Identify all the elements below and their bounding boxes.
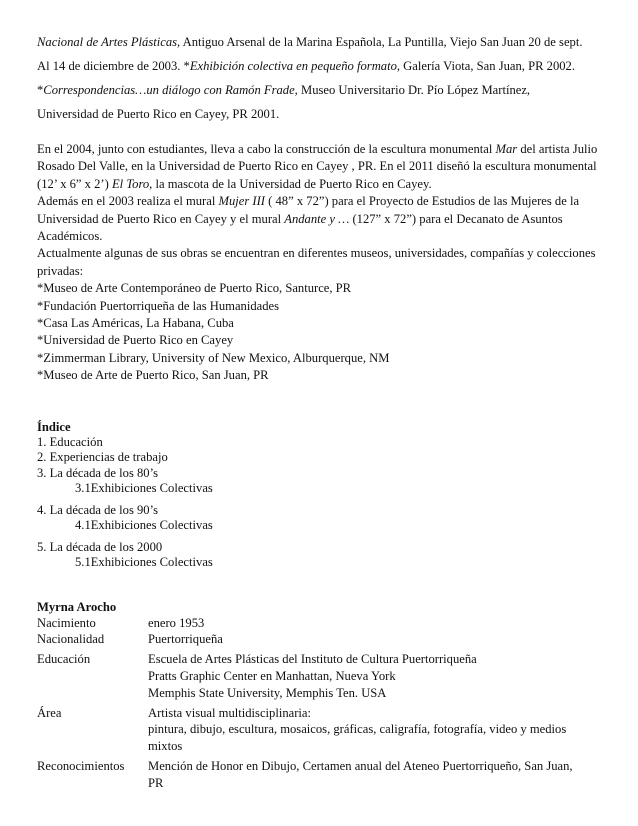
- bio-row-area: [37, 705, 603, 755]
- bio-value-line: pintura, dibujo, escultura, mosaicos, gráficas, caligrafía, fotografía, video y medios: [148, 722, 567, 737]
- collection-item: *Museo de Arte Contemporáneo de Puerto Rico, Santurce, PR: [37, 281, 352, 296]
- bio-key: Nacionalidad: [37, 632, 105, 647]
- paragraph-text: (127” x 72”) para el Decanato de Asuntos Académicos.: [37, 211, 563, 244]
- bio-value-line: mixtos: [148, 739, 183, 754]
- bio-value-line: Mención de Honor en Dibujo, Certamen anual del Ateneo Puertorriqueño, San Juan,: [148, 759, 573, 774]
- bio-value: [148, 758, 603, 792]
- works-paragraph-1: [37, 141, 603, 193]
- exhibition-title: Nacional de Artes Plásticas,: [37, 35, 181, 49]
- artwork-title: Mar: [495, 142, 518, 156]
- paragraph-text: del artista Julio Rosado Del Valle, en la Universidad de Puerto Rico en Cayey , PR. En el 2011 diseñó la escultura monumental (12’ x 6” x 2’): [37, 142, 598, 191]
- bio-key: Reconocimientos: [37, 759, 125, 774]
- bio-value-line: Artista visual multidisciplinaria:: [148, 705, 311, 720]
- exhibition-line-4: Universidad de Puerto Rico en Cayey, PR 2001.: [37, 107, 280, 121]
- index-subitem: 4.1Exhibiciones Colectivas: [75, 518, 213, 533]
- bio-value: [148, 631, 603, 648]
- bio-row-awards: [37, 758, 603, 792]
- exhibition-line-3: [37, 82, 603, 99]
- index-item: 1. Educación: [37, 434, 103, 449]
- index-title: Índice: [37, 419, 71, 434]
- exhibition-text: Museo Universitario Dr. Pío López Martínez,: [297, 83, 531, 97]
- document-page: [37, 34, 603, 792]
- exhibition-title: Correspondencias…un diálogo con Ramón Frade,: [43, 83, 298, 97]
- exhibition-line-2: [37, 58, 603, 75]
- bio-key: Nacimiento: [37, 615, 96, 630]
- works-paragraph-3: Actualmente algunas de sus obras se encuentran en diferentes museos, universidades, compañías y colecciones privadas:: [37, 246, 596, 278]
- exhibition-title: Exhibición colectiva en pequeño formato,: [189, 59, 401, 73]
- bio-value-line: PR: [148, 775, 164, 790]
- exhibition-line-1: [37, 34, 603, 51]
- paragraph-text: ( 48” x 72”) para el Proyecto de Estudios de las Mujeres de la Universidad de Puerto Rico en Cayey y el mural: [37, 194, 580, 226]
- spacer: [37, 385, 603, 419]
- paragraph-text: Además en el 2003 realiza el mural: [37, 194, 219, 209]
- bio-value-line: enero 1953: [148, 615, 205, 630]
- index-subitem: 5.1Exhibiciones Colectivas: [75, 555, 213, 570]
- exhibition-text: Al 14 de diciembre de 2003. *: [37, 59, 190, 73]
- bio-key: Área: [37, 705, 62, 720]
- index-subitem: 3.1Exhibiciones Colectivas: [75, 481, 213, 496]
- bio-key: Educación: [37, 652, 91, 667]
- bio-value: [148, 615, 603, 632]
- collection-item: *Museo de Arte de Puerto Rico, San Juan, PR: [37, 368, 269, 383]
- bio-row-nationality: [37, 631, 603, 648]
- spacer: [37, 571, 603, 599]
- index-item: 3. La década de los 80’s: [37, 465, 158, 480]
- collection-item: *Universidad de Puerto Rico en Cayey: [37, 333, 234, 348]
- bio-value: [148, 651, 603, 701]
- exhibition-text: Galería Viota, San Juan, PR 2002.: [400, 59, 575, 73]
- bio-row-birth: [37, 615, 603, 632]
- collection-item: *Casa Las Américas, La Habana, Cuba: [37, 316, 234, 331]
- bio-value-line: Puertorriqueña: [148, 632, 223, 647]
- artwork-title: Mujer III: [218, 194, 265, 209]
- bio-value-line: Memphis State University, Memphis Ten. USA: [148, 685, 387, 700]
- artist-name: Myrna Arocho: [37, 599, 117, 614]
- works-paragraph-2: [37, 193, 603, 245]
- bio-value-line: Pratts Graphic Center en Manhattan, Nueva York: [148, 669, 396, 684]
- artwork-title: Andante y …: [284, 211, 350, 226]
- exhibition-text: *: [37, 83, 44, 97]
- index-item: 4. La década de los 90’s: [37, 502, 158, 517]
- spacer: [37, 123, 603, 141]
- index-item: 2. Experiencias de trabajo: [37, 450, 168, 465]
- bio-value: [148, 705, 603, 755]
- bio-value-line: Escuela de Artes Plásticas del Instituto de Cultura Puertorriqueña: [148, 652, 477, 667]
- bio-row-education: [37, 651, 603, 701]
- exhibition-text: Antiguo Arsenal de la Marina Española, La Puntilla, Viejo San Juan 20 de sept.: [180, 35, 583, 49]
- collection-item: *Zimmerman Library, University of New Mexico, Alburquerque, NM: [37, 350, 390, 365]
- artwork-title: El Toro,: [111, 176, 153, 191]
- index-item: 5. La década de los 2000: [37, 539, 163, 554]
- collection-item: *Fundación Puertorriqueña de las Humanidades: [37, 298, 280, 313]
- paragraph-text: la mascota de la Universidad de Puerto Rico en Cayey.: [152, 176, 432, 191]
- paragraph-text: En el 2004, junto con estudiantes, lleva a cabo la construcción de la escultura monumental: [37, 142, 496, 156]
